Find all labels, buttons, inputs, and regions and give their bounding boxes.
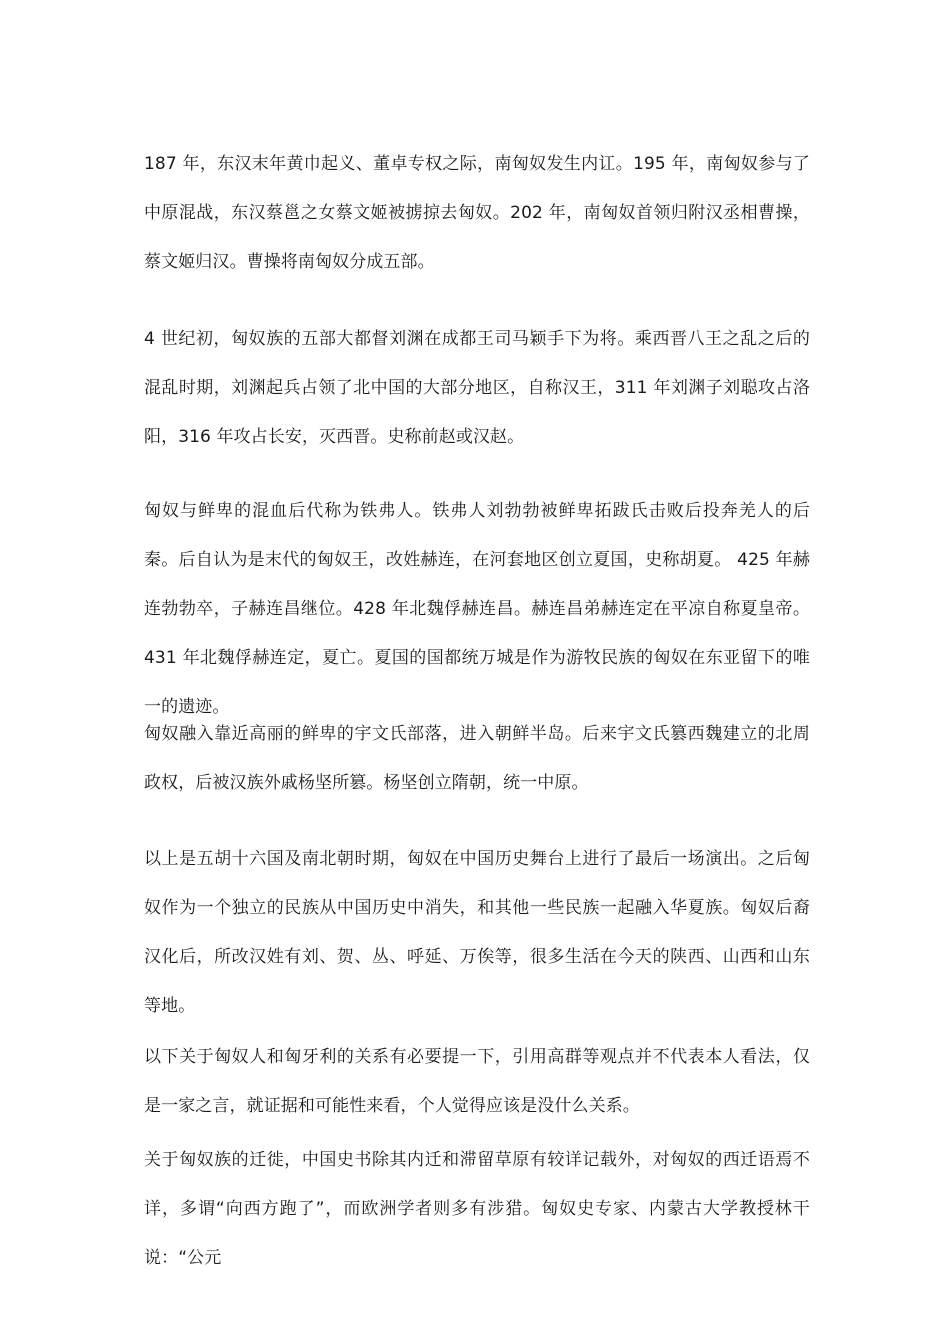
paragraph-summary: 以上是五胡十六国及南北朝时期，匈奴在中国历史舞台上进行了最后一场演出。之后匈奴作为一个独立的民族从中国历史中消失，和其他一些民族一起融入华夏族。匈奴后裔汉化后，所改汉姓有刘、贺、丛、呼延、万俟等，很多生活在今天的陕西、山西和山东等地。: [144, 849, 810, 1016]
paragraph-southern-xiongnu: 187 年，东汉末年黄巾起义、董卓专权之际，南匈奴发生内讧。195 年，南匈奴参与了中原混战，东汉蔡邕之女蔡文姬被掳掠去匈奴。202 年，南匈奴首领归附汉丞相曹操，蔡文姬归汉。曹操将南匈奴分成五部。: [144, 154, 810, 272]
paragraph-yuwen: 匈奴融入靠近高丽的鲜卑的宇文氏部落，进入朝鲜半岛。后来宇文氏篡西魏建立的北周政权，后被汉族外戚杨坚所篡。杨坚创立隋朝，统一中原。: [144, 724, 810, 793]
paragraph-migration: 关于匈奴族的迁徙，中国史书除其内迁和滞留草原有较详记载外，对匈奴的西迁语焉不详，多谓“向西方跑了”，而欧洲学者则多有涉猎。匈奴史专家、内蒙古大学教授林干说：“公元: [144, 1150, 810, 1268]
paragraph-hungary-note: 以下关于匈奴人和匈牙利的关系有必要提一下，引用高群等观点并不代表本人看法，仅是一家之言，就证据和可能性来看，个人觉得应该是没什么关系。: [144, 1047, 810, 1116]
paragraph-liu-yuan: 4 世纪初，匈奴族的五部大都督刘渊在成都王司马颖手下为将。乘西晋八王之乱之后的混乱时期，刘渊起兵占领了北中国的大部分地区，自称汉王，311 年刘渊子刘聪攻占洛阳，316 年攻占长安，灭西晋。史称前赵或汉赵。: [144, 329, 810, 447]
paragraph-tiefu-xia: 匈奴与鲜卑的混血后代称为铁弗人。铁弗人刘勃勃被鲜卑拓跋氏击败后投奔羌人的后秦。后自认为是末代的匈奴王，改姓赫连，在河套地区创立夏国，史称胡夏。 425 年赫连勃勃卒，子赫连昌继位。428 年北魏俘赫连昌。赫连昌弟赫连定在平凉自称夏皇帝。431 年北魏俘赫连定，夏亡。夏国的国都统万城是作为游牧民族的匈奴在东亚留下的唯一的遗迹。: [144, 501, 810, 717]
